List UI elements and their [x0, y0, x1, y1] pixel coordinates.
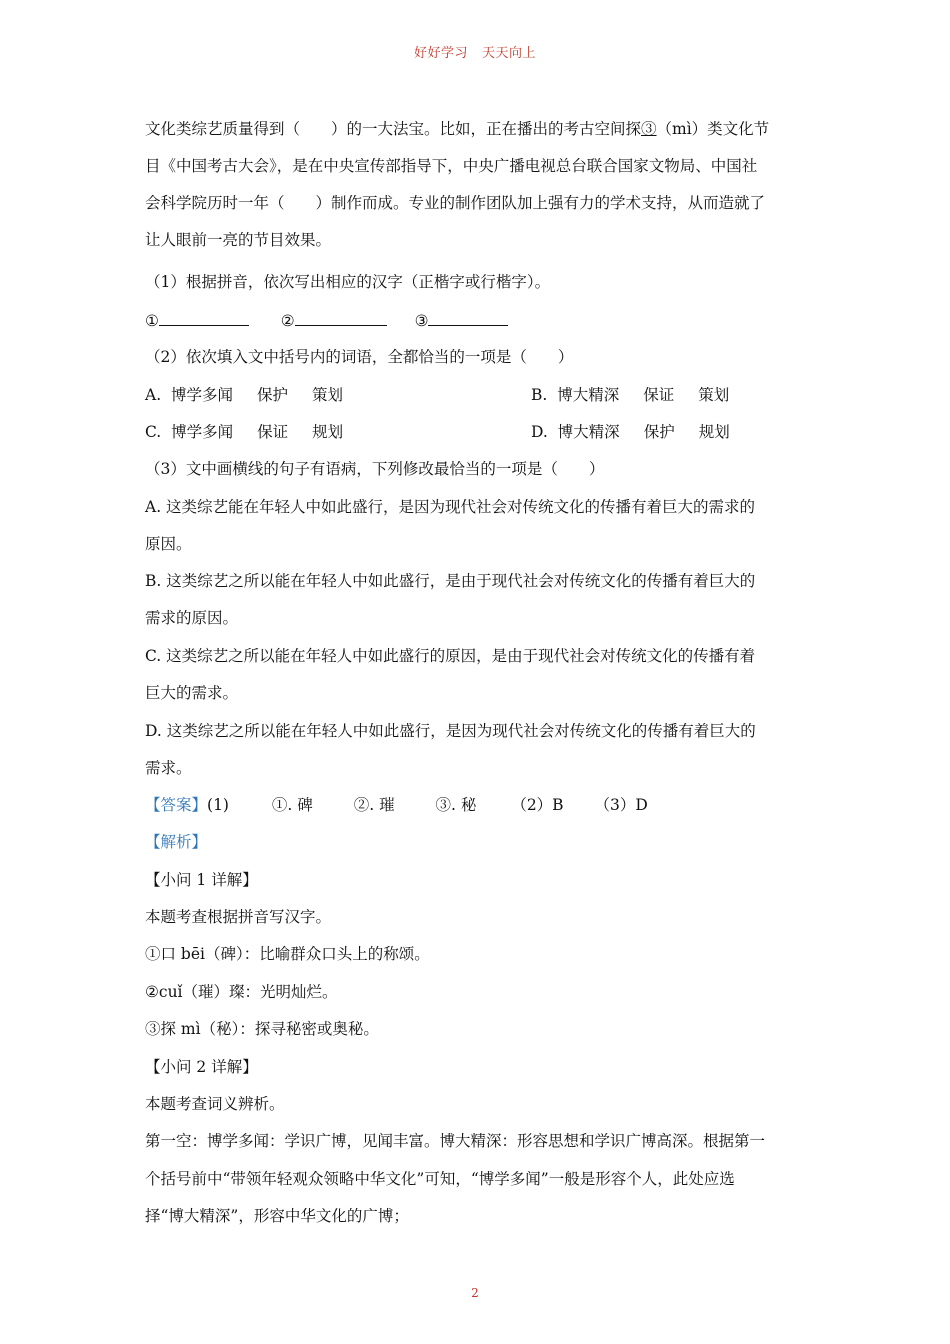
q3-prompt: （3）文中画横线的句子有语病，下列修改最恰当的一项是（ ） [145, 460, 605, 478]
answer-3: ③. 秘 [435, 796, 477, 814]
answer-tag: 【答案】 [145, 796, 208, 814]
blank-2-label: ② [280, 312, 295, 330]
page-number: 2 [471, 1286, 479, 1300]
answer-q3: （3）D [594, 796, 648, 814]
q3-option-a-line-2: 原因。 [145, 535, 192, 553]
analysis-section-1-title: 【小问 1 详解】 [145, 871, 258, 889]
header-right-text: 天天向上 [482, 46, 537, 61]
q3-option-c-line-2: 巨大的需求。 [145, 684, 239, 702]
analysis-section-2-intro: 本题考查词义辨析。 [145, 1095, 285, 1113]
page-header [0, 42, 950, 61]
q2-option-b: B. 博大精深 保证 策划 [531, 386, 730, 404]
answer-1: ①. 碑 [271, 796, 313, 814]
q2-prompt: （2）依次填入文中括号内的词语，全都恰当的一项是（ ） [145, 348, 574, 366]
blank-1-label: ① [145, 312, 159, 330]
analysis-section-2-line-1: 第一空：博学多闻：学识广博，见闻丰富。博大精深：形容思想和学识广博高深。根据第一 [145, 1132, 766, 1150]
analysis-section-1-intro: 本题考查根据拼音写汉字。 [145, 908, 332, 926]
q1-blanks [145, 310, 810, 332]
blank-2-line [295, 311, 387, 326]
q2-options-row-2 [145, 421, 810, 443]
analysis-section-1-line-1: ①口 bēi（碑）：比喻群众口头上的称颂。 [145, 945, 430, 963]
q2-option-a: A. 博学多闻 保护 策划 [145, 386, 344, 404]
answer-q2: （2）B [511, 796, 564, 814]
analysis-section-2-line-3: 择“博大精深”，形容中华文化的广博； [145, 1207, 409, 1225]
analysis-section-1-line-3: ③探 mì（秘）：探寻秘密或奥秘。 [145, 1020, 379, 1038]
blank-1-line [159, 311, 249, 326]
q2-option-c: C. 博学多闻 保证 规划 [145, 423, 344, 441]
q3-option-a-line-1: A. 这类综艺能在年轻人中如此盛行，是因为现代社会对传统文化的传播有着巨大的需求的 [145, 498, 756, 516]
q3-option-b-line-2: 需求的原因。 [145, 609, 239, 627]
answer-line: 【答案】(1) ①. 碑 ②. 璀 ③. 秘 （2）B （3）D [145, 796, 648, 814]
passage-line-2: 目《中国考古大会》，是在中央宣传部指导下，中央广播电视总台联合国家文物局、中国社 [145, 157, 758, 175]
q3-option-d-line-1: D. 这类综艺之所以能在年轻人中如此盛行，是因为现代社会对传统文化的传播有着巨大的 [145, 722, 756, 740]
q3-option-c-line-1: C. 这类综艺之所以能在年轻人中如此盛行的原因，是由于现代社会对传统文化的传播有着 [145, 647, 756, 665]
q2-options-row-1 [145, 384, 810, 406]
q3-option-d-line-2: 需求。 [145, 759, 192, 777]
answer-2: ②. 璀 [353, 796, 395, 814]
q1-prompt: （1）根据拼音，依次写出相应的汉字（正楷字或行楷字）。 [145, 273, 551, 291]
analysis-section-2-line-2: 个括号前中“带领年轻观众领略中华文化”可知，“博学多闻”一般是形容个人，此处应选 [145, 1170, 735, 1188]
header-left-text: 好好学习 [413, 46, 468, 61]
underlined-marker: ③ [641, 120, 657, 138]
analysis-section-2-title: 【小问 2 详解】 [145, 1058, 258, 1076]
q3-option-b-line-1: B. 这类综艺之所以能在年轻人中如此盛行，是由于现代社会对传统文化的传播有着巨大的 [145, 572, 756, 590]
q2-option-d: D. 博大精深 保护 规划 [531, 423, 730, 441]
passage-line-1: 文化类综艺质量得到（ ）的一大法宝。比如，正在播出的考古空间探③（mì）类文化节 [145, 120, 770, 138]
analysis-tag: 【解析】 [145, 833, 208, 851]
blank-3-line [428, 311, 508, 326]
analysis-section-1-line-2: ②cuǐ（璀）璨：光明灿烂。 [145, 983, 338, 1001]
blank-3-label: ③ [414, 312, 429, 330]
passage-line-3: 会科学院历时一年（ ）制作而成。专业的制作团队加上强有力的学术支持，从而造就了 [145, 194, 766, 212]
passage-line-4: 让人眼前一亮的节目效果。 [145, 231, 332, 249]
